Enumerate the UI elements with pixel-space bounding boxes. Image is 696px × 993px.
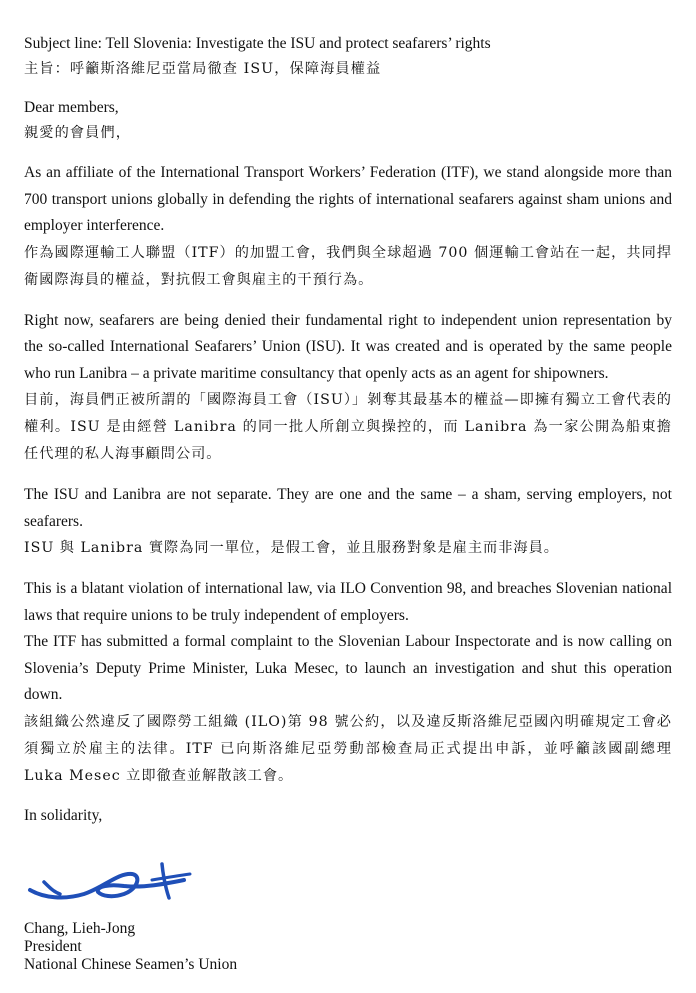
paragraph-3-en: The ISU and Lanibra are not separate. They are one and the same – a sham, serving employers, not seafarers. [24, 486, 672, 530]
paragraph-3-zh: ISU 與 Lanibra 實際為同一單位，是假工會，並且服務對象是雇主而非海員。 [24, 540, 559, 556]
signatory-organization: National Chinese Seamen’s Union [24, 956, 238, 973]
paragraph-4-en-b: The ITF has submitted a formal complaint to the Slovenian Labour Inspectorate and is now calling on Slovenia’s Deputy Prime Minister, Luka Mesec, to launch an investigation and shut this operation down. [24, 633, 672, 703]
greeting-zh: 親愛的會員們， [24, 125, 132, 141]
paragraph-1-en: As an affiliate of the International Transport Workers’ Federation (ITF), we stand alongside more than 700 transport unions globally in defending the rights of international seafarers against sham unions and employer interference. [24, 164, 672, 234]
subject-line-zh: 主旨：呼籲斯洛維尼亞當局徹查 ISU，保障海員權益 [24, 61, 382, 77]
paragraph-1-zh: 作為國際運輸工人聯盟（ITF）的加盟工會，我們與全球超過 700 個運輸工會站在一起，共同捍衛國際海員的權益，對抗假工會與雇主的干預行為。 [24, 244, 672, 288]
signatory-name: Chang, Lieh-Jong [24, 920, 136, 937]
handwritten-signature [24, 858, 204, 918]
closing: In solidarity, [24, 806, 103, 824]
paragraph-4-en-a: This is a blatant violation of international law, via ILO Convention 98, and breaches Slovenian national laws that require unions to be truly independent of employers. [24, 580, 672, 624]
signature-icon [24, 858, 204, 918]
paragraph-4-zh: 該組織公然違反了國際勞工組織 (ILO)第 98 號公約，以及違反斯洛維尼亞國內明確規定工會必須獨立於雇主的法律。ITF 已向斯洛維尼亞勞動部檢查局正式提出申訴，並呼籲該國副總理 Luka Mesec 立即徹查並解散該工會。 [24, 713, 672, 784]
paragraph-2-en: Right now, seafarers are being denied their fundamental right to independent union representation by the so-called International Seafarers’ Union (ISU). It was created and is operated by the same people who run Lanibra – a private maritime consultancy that openly acts as an agent for shipowners. [24, 311, 672, 382]
paragraph-2-zh: 目前，海員們正被所謂的「國際海員工會（ISU）」剝奪其最基本的權益—即擁有獨立工會代表的權利。ISU 是由經營 Lanibra 的同一批人所創立與操控的，而 Lanibra 為一家公開為船東擔任代理的私人海事顧問公司。 [24, 392, 672, 462]
signatory-title: President [24, 938, 82, 955]
signature-block [24, 920, 237, 974]
letter-body [24, 32, 672, 828]
greeting-en: Dear members, [24, 99, 119, 116]
subject-line-en: Subject line: Tell Slovenia: Investigate the ISU and protect seafarers’ rights [24, 35, 491, 52]
